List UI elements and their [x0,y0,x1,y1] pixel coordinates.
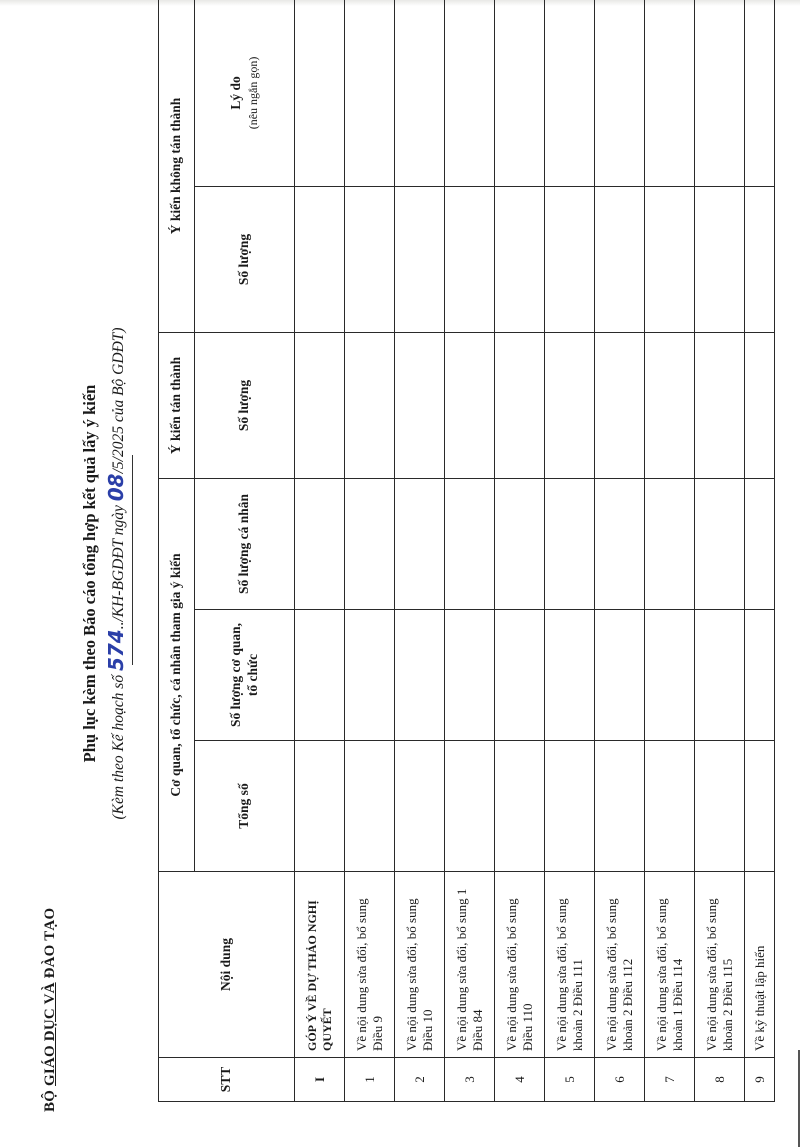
table-row [595,0,645,1102]
cell-total [345,741,395,872]
cell-reason [495,0,545,186]
cell-agree-count [395,332,445,478]
cell-disagree-count [495,186,545,332]
cell-agree-count [695,332,745,478]
cell-reason [395,0,445,186]
ministry-underlined: GIÁO DỤC VÀ [42,982,58,1086]
cell-disagree-count [345,186,395,332]
cell-reason [745,0,775,186]
row-content: Về nội dung sửa đổi, bổ sung khoản 2 Điều 112 [595,872,645,1058]
header-reason [195,0,295,186]
header-reason-label: Lý do [227,76,243,110]
table-row [745,0,775,1102]
row-stt: 6 [595,1058,645,1102]
row-stt: 8 [695,1058,745,1102]
cell-org-count [695,610,745,741]
header-individual-count: Số lượng cá nhân [195,478,295,609]
table-row [345,0,395,1102]
table-row [295,0,345,1102]
cell-reason [545,0,595,186]
row-stt: 3 [445,1058,495,1102]
table-row [445,0,495,1102]
row-stt: 1 [345,1058,395,1102]
cell-agree-count [595,332,645,478]
cell-individual-count [645,478,695,609]
cell-individual-count [495,478,545,609]
cell-individual-count [445,478,495,609]
cell-org-count [545,610,595,741]
cell-reason [695,0,745,186]
row-stt: 2 [395,1058,445,1102]
row-content: Về nội dung sửa đổi, bổ sung 1 Điều 84 [445,872,495,1058]
cell-disagree-count [395,186,445,332]
row-content: Về nội dung sửa đổi, bổ sung khoản 2 Điều 111 [545,872,595,1058]
cell-agree-count [545,332,595,478]
table-row [395,0,445,1102]
cell-org-count [445,610,495,741]
results-table [158,0,775,1102]
cell-reason [645,0,695,186]
row-stt: I [295,1058,345,1102]
table-header [159,0,295,1102]
header-org-count: Số lượng cơ quan, tổ chức [195,610,295,741]
cell-total [645,741,695,872]
cell-individual-count [295,478,345,609]
row-content: Về nội dung sửa đổi, bổ sung khoản 2 Điều 115 [695,872,745,1058]
header-disagree-count: Số lượng [195,186,295,332]
header-participants-group: Cơ quan, tổ chức, cá nhân tham gia ý kiến [159,478,195,871]
table-row [645,0,695,1102]
cell-individual-count [695,478,745,609]
cell-agree-count [745,332,775,478]
cell-individual-count [395,478,445,609]
cell-total [745,741,775,872]
subtitle-part1: (Kèm theo Kế hoạch số [110,671,127,820]
handwritten-day: 08 [104,473,128,502]
cell-disagree-count [295,186,345,332]
table-row [545,0,595,1102]
cell-individual-count [595,478,645,609]
header-stt: STT [159,1058,295,1102]
cell-disagree-count [595,186,645,332]
subtitle-part3: /5/2025 của Bộ GDĐT) [110,327,127,474]
row-stt: 7 [645,1058,695,1102]
cell-reason [295,0,345,186]
cell-org-count [395,610,445,741]
row-content: Về nội dung sửa đổi, bổ sung Điều 10 [395,872,445,1058]
handwritten-plan-number: 574 [104,629,128,672]
appendix-title: Phụ lục kèm theo Báo cáo tổng hợp kết quả lấy ý kiến [80,384,99,763]
table-row [495,0,545,1102]
row-content: GÓP Ý VỀ DỰ THẢO NGHỊ QUYẾT [295,872,345,1058]
cell-agree-count [645,332,695,478]
cell-total [395,741,445,872]
cell-org-count [345,610,395,741]
cell-agree-count [295,332,345,478]
cell-disagree-count [695,186,745,332]
cell-disagree-count [745,186,775,332]
cell-agree-count [445,332,495,478]
cell-total [445,741,495,872]
cell-reason [345,0,395,186]
cell-agree-count [345,332,395,478]
row-content: Về nội dung sửa đổi, bổ sung Điều 9 [345,872,395,1058]
cell-org-count [495,610,545,741]
subtitle-part2: ../KH-BGDĐT ngày [110,501,127,630]
cell-total [595,741,645,872]
row-stt: 4 [495,1058,545,1102]
cell-agree-count [495,332,545,478]
row-content: Về nội dung sửa đổi, bổ sung khoản 1 Điều 114 [645,872,695,1058]
cell-total [295,741,345,872]
header-agree-group: Ý kiến tán thành [159,332,195,478]
cell-total [495,741,545,872]
header-agree-count: Số lượng [195,332,295,478]
header-content: Nội dung [159,872,295,1058]
cell-org-count [645,610,695,741]
appendix-subtitle [104,0,128,1147]
cell-disagree-count [445,186,495,332]
cell-org-count [745,610,775,741]
cell-disagree-count [545,186,595,332]
cell-individual-count [745,478,775,609]
header-reason-note: (nêu ngắn gọn) [245,56,260,130]
ministry-prefix: BỘ [42,1085,58,1112]
cell-org-count [595,610,645,741]
table-row [695,0,745,1102]
row-content: Về nội dung sửa đổi, bổ sung Điều 110 [495,872,545,1058]
cell-reason [595,0,645,186]
title-underline [132,455,133,665]
cell-total [545,741,595,872]
ministry-suffix: ĐÀO TẠO [42,907,58,983]
header-disagree-group: Ý kiến không tán thành [159,0,195,332]
cell-reason [445,0,495,186]
row-stt: 9 [745,1058,775,1102]
cell-total [695,741,745,872]
row-content: Về kỹ thuật lập hiến [745,872,775,1058]
row-stt: 5 [545,1058,595,1102]
cell-individual-count [545,478,595,609]
table-body [295,0,775,1102]
cell-individual-count [345,478,395,609]
header-total: Tổng số [195,741,295,872]
cell-org-count [295,610,345,741]
cell-disagree-count [645,186,695,332]
ministry-name [42,908,59,1112]
